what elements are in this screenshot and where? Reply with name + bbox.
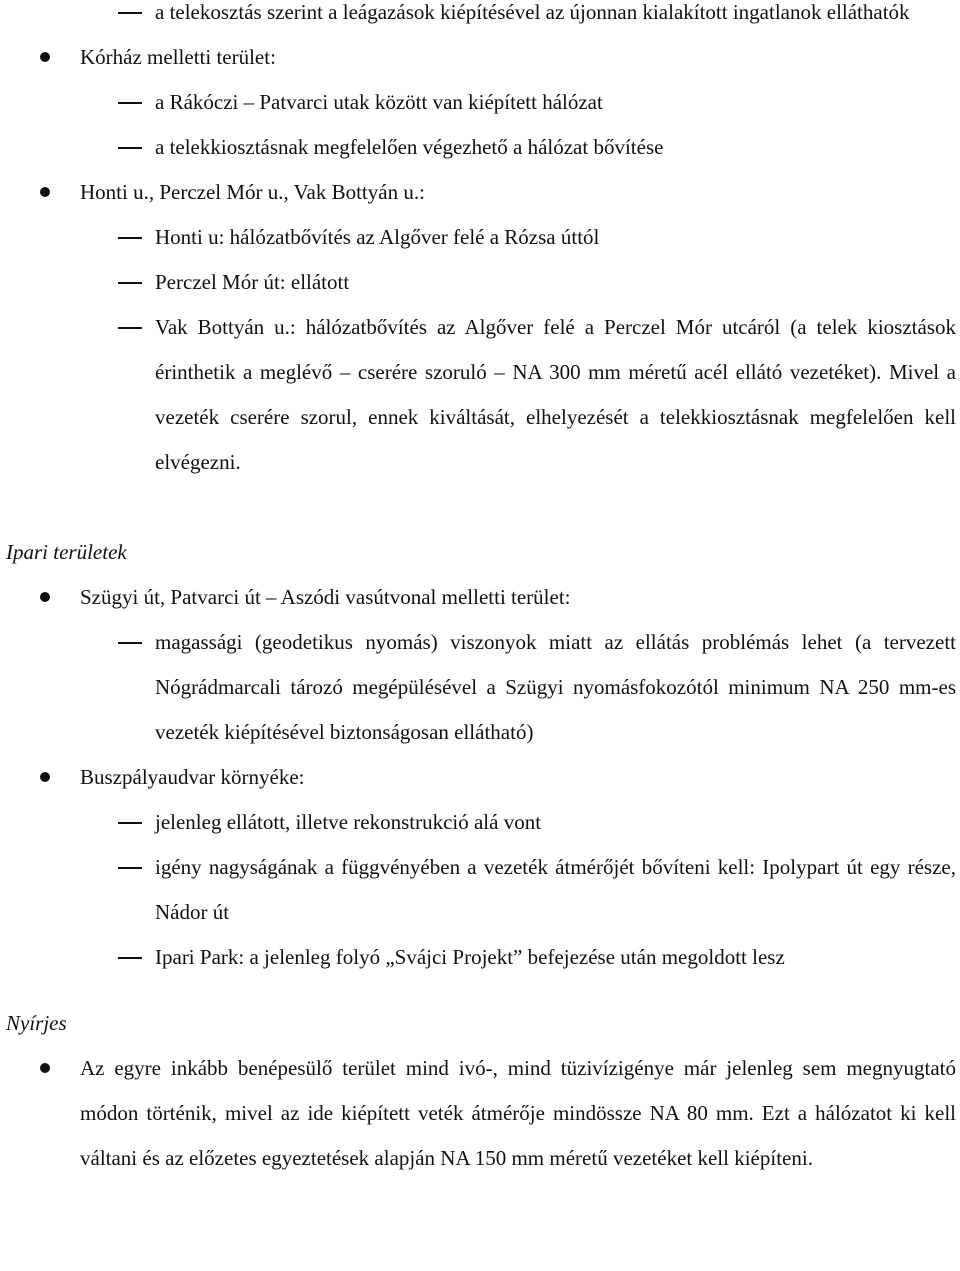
subitem-text: a telekkiosztásnak megfelelően végezhető a hálózat bővítése	[155, 135, 664, 159]
dash-marker	[118, 642, 142, 644]
item-text: Az egyre inkább benépesülő terület mind ivó-, mind tüzivízigénye már jelenleg sem megnyugtató módon történik, mivel az ide kiépített veték átmérője mindössze NA 80 mm. Ezt a hálózatot ki kell váltani és az előzetes egyeztetések alapján NA 150 mm méretű vezetéket kell kiépíteni.	[80, 1056, 956, 1170]
bullet-marker	[40, 187, 50, 197]
section-heading: Nyírjes	[6, 1011, 67, 1035]
list-subitem	[0, 305, 960, 485]
list-item	[0, 1046, 960, 1181]
dash-marker	[118, 282, 142, 284]
subitem-text: a telekosztás szerint a leágazások kiépítésével az újonnan kialakított ingatlanok elláthatók	[155, 0, 910, 24]
list-item	[0, 575, 960, 620]
list-subitem	[0, 80, 960, 125]
section-nyirjes	[0, 1001, 960, 1181]
item-text: Honti u., Perczel Mór u., Vak Bottyán u.:	[80, 180, 425, 204]
bullet-marker	[40, 1063, 50, 1073]
dash-marker	[118, 867, 142, 869]
list-item	[0, 755, 960, 800]
dash-marker	[118, 237, 142, 239]
dash-marker	[118, 957, 142, 959]
dash-marker	[118, 12, 142, 14]
list-subitem	[0, 0, 960, 35]
item-text: Kórház melletti terület:	[80, 45, 276, 69]
dash-marker	[118, 147, 142, 149]
dash-marker	[118, 327, 142, 329]
dash-marker	[118, 102, 142, 104]
list-subitem	[0, 260, 960, 305]
section-ipari-teruletek	[0, 530, 960, 980]
list-subitem	[0, 125, 960, 170]
subitem-text: Perczel Mór út: ellátott	[155, 270, 350, 294]
bullet-marker	[40, 52, 50, 62]
list-item	[0, 35, 960, 80]
item-text: Szügyi út, Patvarci út – Aszódi vasútvonal melletti terület:	[80, 585, 571, 609]
section-continuation	[0, 0, 960, 485]
subitem-text: Honti u: hálózatbővítés az Algőver felé a Rózsa úttól	[155, 225, 600, 249]
subitem-text: Ipari Park: a jelenleg folyó „Svájci Projekt” befejezése után megoldott lesz	[155, 945, 785, 969]
item-text: Buszpályaudvar környéke:	[80, 765, 305, 789]
subitem-text: a Rákóczi – Patvarci utak között van kiépített hálózat	[155, 90, 603, 114]
list-subitem	[0, 935, 960, 980]
dash-marker	[118, 822, 142, 824]
subitem-text: magassági (geodetikus nyomás) viszonyok miatt az ellátás problémás lehet (a tervezett Nógrádmarcali tározó megépülésével a Szügyi nyomásfokozótól minimum NA 250 mm-es vezeték kiépítésével biztonságosan ellátható)	[155, 630, 956, 744]
subitem-text: igény nagyságának a függvényében a vezeték átmérőjét bővíteni kell: Ipolypart út egy része, Nádor út	[155, 855, 956, 924]
list-subitem	[0, 620, 960, 755]
list-item	[0, 170, 960, 215]
section-heading: Ipari területek	[6, 540, 127, 564]
subitem-text: Vak Bottyán u.: hálózatbővítés az Algőver felé a Perczel Mór utcáról (a telek kiosztások érinthetik a meglévő – cserére szoruló – NA 300 mm méretű acél ellátó vezetéket). Mivel a vezeték cserére szorul, ennek kiváltását, elhelyezését a telekkiosztásnak megfelelően kell elvégezni.	[155, 315, 956, 474]
subitem-text: jelenleg ellátott, illetve rekonstrukció alá vont	[155, 810, 542, 834]
list-subitem	[0, 800, 960, 845]
bullet-marker	[40, 772, 50, 782]
bullet-marker	[40, 592, 50, 602]
list-subitem	[0, 215, 960, 260]
list-subitem	[0, 845, 960, 935]
